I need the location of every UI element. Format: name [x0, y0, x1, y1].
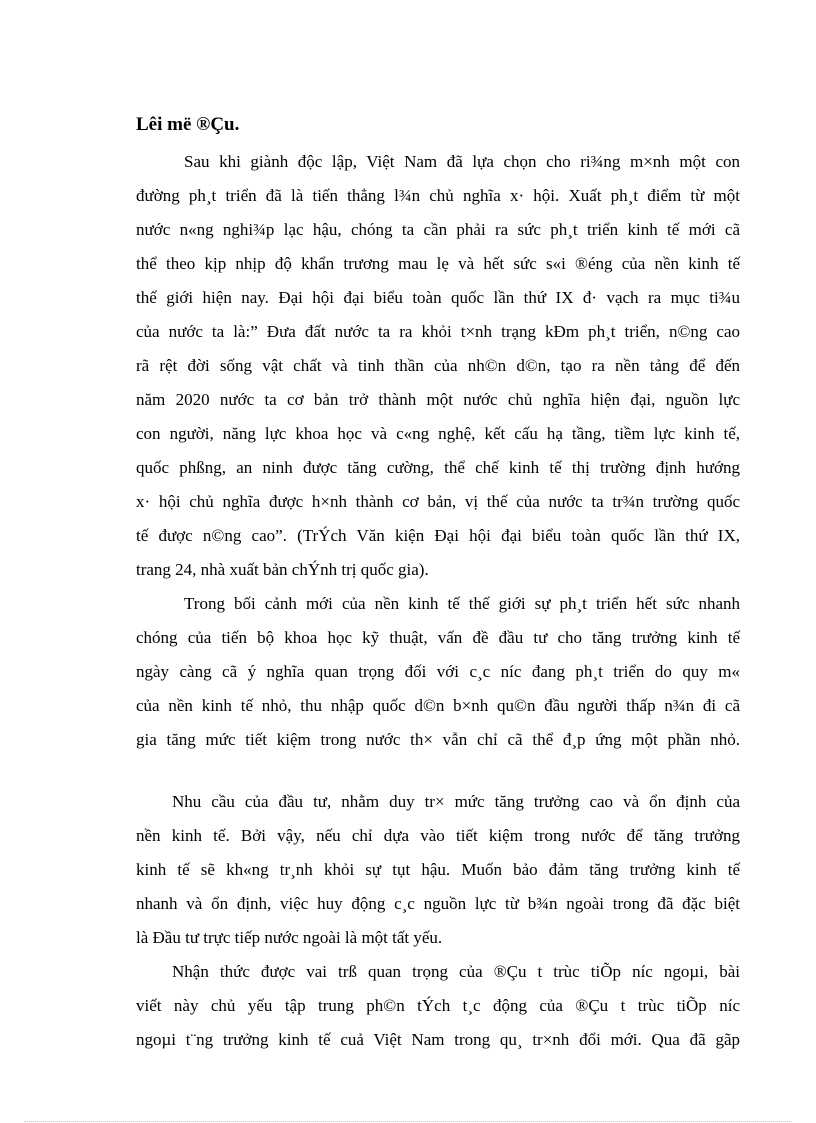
paragraph-3-line: Nhu cầu của đầu tư, nhằm duy tr× mức tăng trưởng cao và ổn định của: [172, 792, 740, 811]
page-bottom-divider: [24, 1121, 792, 1122]
paragraph-1-line: trang 24, nhà xuất bản chÝnh trị quốc gia).: [136, 560, 429, 579]
paragraph-1-line: thế giới hiện nay. Đại hội đại biểu toàn quốc lần thứ IX đ· vạch ra mục ti¾u: [136, 288, 740, 307]
paragraph-1-line: năm 2020 nước ta cơ bản trở thành một nước chủ nghĩa hiện đại, nguồn lực: [136, 390, 740, 409]
paragraph-1-line: tế được n©ng cao”. (TrÝch Văn kiện Đại hội đại biểu toàn quốc lần thứ IX,: [136, 526, 740, 545]
paragraph-4-line: Nhận thức được vai trß quan trọng của ®Çu t trùc tiÕp níc ngoµi, bài: [172, 962, 740, 981]
paragraph-2-line: gia tăng mức tiết kiệm trong nước th× vẫn chỉ cã thể đ¸p ứng một phần nhỏ.: [136, 730, 740, 749]
paragraph-1-line: đường ph¸t triển đã là tiến thẳng l¾n chủ nghĩa x· hội. Xuất ph¸t điểm từ một: [136, 186, 740, 205]
paragraph-1-line: của nước ta là:” Đưa đất nước ta ra khỏi t×nh trạng kÐm ph¸t triển, n©ng cao: [136, 322, 740, 341]
paragraph-3-line: nền kinh tế. Bởi vậy, nếu chỉ dựa vào tiết kiệm trong nước để tăng trưởng: [136, 826, 740, 845]
paragraph-1-line: x· hội chủ nghĩa được h×nh thành cơ bản, vị thế của nước ta tr¾n trường quốc: [136, 492, 740, 511]
paragraph-4-line: viết này chủ yếu tập trung ph©n tÝch t¸c động của ®Çu t trùc tiÕp níc: [136, 996, 740, 1015]
paragraph-3-line: nhanh và ổn định, việc huy động c¸c nguồn lực từ b¾n ngoài trong đã đặc biệt: [136, 894, 740, 913]
paragraph-2-line: Trong bối cảnh mới của nền kinh tế thế giới sự ph¸t triển hết sức nhanh: [184, 594, 740, 613]
paragraph-1-line: rã rệt đời sống vật chất và tinh thần của nh©n d©n, tạo ra nền tảng để đến: [136, 356, 740, 375]
paragraph-1-line: Sau khi giành độc lập, Việt Nam đã lựa chọn cho ri¾ng m×nh một con: [184, 152, 740, 171]
paragraph-3-line: kinh tế sẽ kh«ng tr¸nh khỏi sự tụt hậu. Muốn bảo đảm tăng trưởng kinh tế: [136, 860, 740, 879]
document-heading: Lêi më ®Çu.: [136, 114, 240, 135]
paragraph-1-line: con người, năng lực khoa học và c«ng nghệ, kết cấu hạ tầng, tiềm lực kinh tế,: [136, 424, 740, 443]
paragraph-1-line: quốc phßng, an ninh được tăng cường, thể chế kinh tế thị trường định hướng: [136, 458, 740, 477]
paragraph-3-line: là Đầu tư trực tiếp nước ngoài là một tất yếu.: [136, 928, 443, 947]
paragraph-1-line: nước n«ng nghi¾p lạc hậu, chóng ta cần phải ra sức ph¸t triển kinh tế mới cã: [136, 220, 740, 239]
paragraph-2-line: ngày càng cã ý nghĩa quan trọng đối với c¸c níc đang ph¸t triển do quy m«: [136, 662, 740, 681]
paragraph-2-line: của nền kinh tế nhỏ, thu nhập quốc d©n b×nh qu©n đầu người thấp n¾n đi cã: [136, 696, 740, 715]
paragraph-1-line: thể theo kịp nhịp độ khẩn trương mau lẹ và hết sức s«i ®éng của nền kinh tế: [136, 254, 740, 273]
paragraph-2-line: chóng của tiến bộ khoa học kỹ thuật, vấn đề đầu tư cho tăng trưởng kinh tế: [136, 628, 740, 647]
paragraph-4-line: ngoµi t¨ng trưởng kinh tế cuả Việt Nam trong qu¸ tr×nh đổi mới. Qua đã gãp: [136, 1030, 740, 1049]
